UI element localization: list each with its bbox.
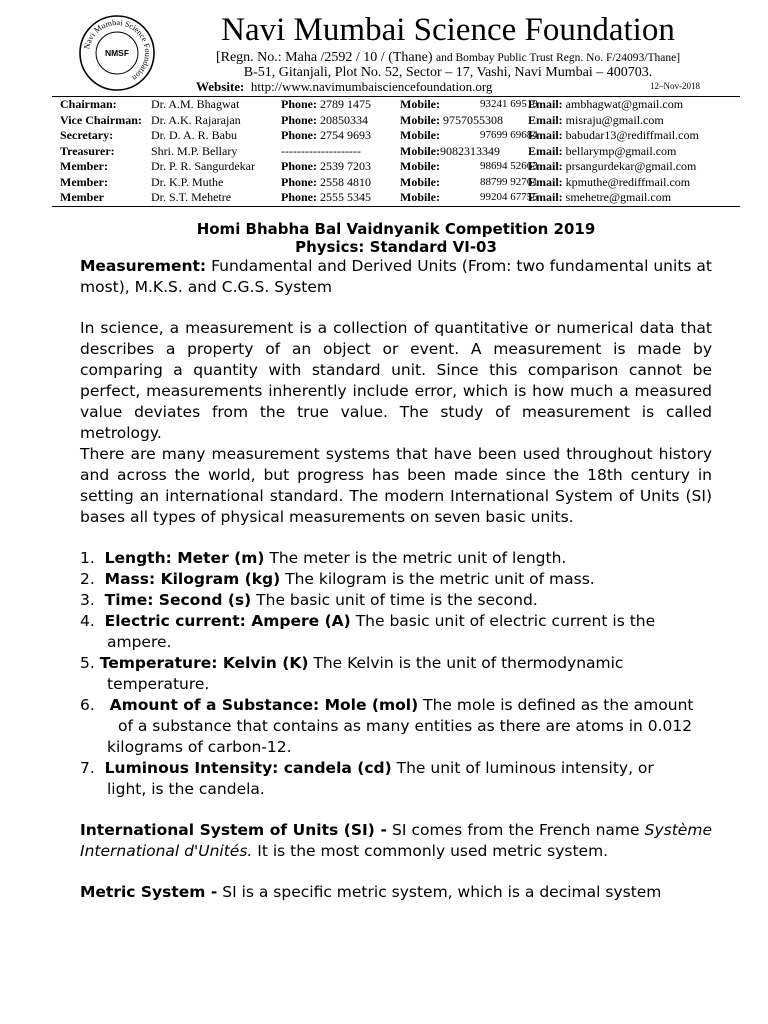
officer-name: Dr. A.M. Bhagwat — [151, 97, 240, 111]
officer-role: Treasurer: — [60, 143, 115, 158]
letter-date: 12–Nov-2018 — [650, 81, 700, 91]
officer-row — [60, 175, 740, 191]
si-french-name: Système International d'Unités. — [80, 821, 712, 860]
list-item-continuation: light, is the candela. — [107, 780, 265, 798]
officer-email[interactable]: Email: bellarymp@gmail.com — [528, 143, 677, 158]
list-item-continuation: of a substance that contains as many entities as there are atoms in 0.012 — [118, 717, 693, 735]
metric-definition: Metric System - SI is a specific metric system, which is a decimal system — [80, 883, 662, 901]
registration-line — [168, 50, 728, 66]
officer-name: Dr. D. A. R. Babu — [151, 128, 238, 142]
regn-trust: and Bombay Public Trust Regn. No. F/24093/Thane] — [436, 52, 681, 64]
organization-title: Navi Mumbai Science Foundation — [221, 12, 675, 48]
logo-center-text: NMSF — [104, 48, 130, 58]
officer-email[interactable]: Email: ambhagwat@gmail.com — [528, 97, 684, 111]
list-item: 7. Luminous Intensity: candela (cd) The unit of luminous intensity, or — [80, 759, 654, 777]
officer-mobile-label: Mobile: — [400, 174, 440, 189]
officer-mobile-label: Mobile: — [400, 128, 440, 142]
officer-phone: Phone: 2539 7203 — [281, 159, 371, 173]
website-line — [196, 79, 492, 95]
officer-phone: Phone: 2789 1475 — [281, 97, 371, 111]
officer-role: Member: — [60, 159, 108, 173]
officer-mobile-label: Mobile: — [400, 159, 440, 173]
officer-name: Dr. S.T. Mehetre — [151, 190, 232, 204]
officer-phone: Phone: 2558 4810 — [281, 174, 371, 189]
list-item-continuation: kilograms of carbon-12. — [107, 738, 292, 756]
list-item: 2. Mass: Kilogram (kg) The kilogram is the metric unit of mass. — [80, 570, 595, 588]
officer-email[interactable]: Email: kpmuthe@rediffmail.com — [528, 174, 691, 189]
officer-role: Member — [60, 190, 104, 204]
website-link[interactable]: http://www.navimumbaisciencefoundation.org — [250, 79, 493, 94]
regn-main: [Regn. No.: Maha /2592 / 10 / (Thane) — [215, 50, 433, 65]
officer-phone: -------------------- — [281, 143, 361, 158]
officer-row — [60, 97, 740, 113]
nmsf-logo — [78, 14, 156, 92]
list-item: 4. Electric current: Ampere (A) The basic unit of electric current is the — [80, 612, 656, 630]
document-body — [80, 220, 712, 903]
si-label: International System of Units (SI) - — [80, 821, 387, 839]
address-line: B-51, Gitanjali, Plot No. 52, Sector – 17, Vashi, Navi Mumbai – 400703. — [243, 65, 653, 80]
topic-label: Measurement: — [80, 257, 207, 275]
officer-mobile: Mobile:9082313349 — [400, 143, 500, 158]
list-item: 3. Time: Second (s) The basic unit of time is the second. — [80, 591, 538, 609]
officer-role: Member: — [60, 174, 108, 189]
list-item-continuation: temperature. — [107, 675, 210, 693]
officer-mobile: 93241 69519 — [480, 98, 538, 110]
intro-paragraph: In science, a measurement is a collection of quantitative or numerical data that describes a property of an object or event. A measurement is made by comparing a quantity with standard unit. Since this comparison cannot be perfect, measurements inherently include error, which is how much a measured value deviates from the true value. The study of measurement is called metrology. — [80, 319, 712, 442]
list-item: 6. Amount of a Substance: Mole (mol) The mole is defined as the amount — [80, 696, 694, 714]
officer-row — [60, 128, 740, 144]
officers-table — [60, 97, 740, 206]
si-definition: International System of Units (SI) - SI comes from the French name Système International d'Unités. It is the most commonly used metric system. — [80, 821, 712, 860]
metric-label: Metric System - — [80, 883, 218, 901]
officer-name: Dr. A.K. Rajarajan — [151, 112, 241, 127]
officer-email[interactable]: Email: babudar13@rediffmail.com — [528, 128, 699, 142]
list-item: 1. Length: Meter (m) The meter is the metric unit of length. — [80, 549, 567, 567]
competition-title: Homi Bhabha Bal Vaidnyanik Competition 2019 — [196, 220, 596, 238]
officer-mobile-label: Mobile: — [400, 97, 440, 111]
topic-line — [80, 256, 712, 298]
systems-paragraph: There are many measurement systems that have been used throughout history and across the world, but progress has been made since the 18th century in setting an international standard. The modern International System of Units (SI) bases all types of physical measurements on seven basic units. — [80, 445, 712, 526]
officer-row — [60, 144, 740, 160]
officer-mobile: 99204 67755 — [480, 191, 538, 203]
officer-mobile: 97699 69684 — [480, 129, 538, 141]
officer-phone: Phone: 2555 5345 — [281, 190, 371, 204]
officer-mobile: Mobile: 9757055308 — [400, 112, 503, 127]
officer-role: Secretary: — [60, 128, 114, 142]
officer-mobile: 98694 52663 — [480, 160, 538, 172]
officer-mobile-label: Mobile: — [400, 190, 440, 204]
officer-row — [60, 190, 740, 206]
officer-email[interactable]: Email: misraju@gmail.com — [528, 112, 664, 127]
si-units-list — [80, 548, 712, 800]
officer-email[interactable]: Email: prsangurdekar@gmail.com — [528, 159, 697, 173]
officer-name: Dr. K.P. Muthe — [151, 174, 224, 189]
subject-title: Physics: Standard VI-03 — [295, 238, 497, 256]
website-label: Website: — [196, 79, 245, 94]
officer-phone: Phone: 2754 9693 — [281, 128, 371, 142]
list-item: 5. Temperature: Kelvin (K) The Kelvin is the unit of thermodynamic — [80, 654, 624, 672]
officer-row — [60, 113, 740, 129]
officer-row — [60, 159, 740, 175]
officer-name: Dr. P. R. Sangurdekar — [151, 159, 255, 173]
logo-ring-text: Navi Mumbai Science Foundation — [82, 17, 153, 83]
officer-phone: Phone: 20850334 — [281, 112, 368, 127]
list-item-continuation: ampere. — [107, 633, 172, 651]
topic-text: Fundamental and Derived Units (From: two fundamental units at most), M.K.S. and C.G.S. System — [80, 257, 712, 296]
officer-name: Shri. M.P. Bellary — [151, 143, 238, 158]
header-rule-bottom — [52, 206, 740, 207]
officer-role: Vice Chairman: — [60, 112, 142, 127]
officer-role: Chairman: — [60, 97, 117, 111]
officer-email[interactable]: Email: smehetre@gmail.com — [528, 190, 672, 204]
officer-mobile: 88799 92761 — [480, 175, 538, 188]
